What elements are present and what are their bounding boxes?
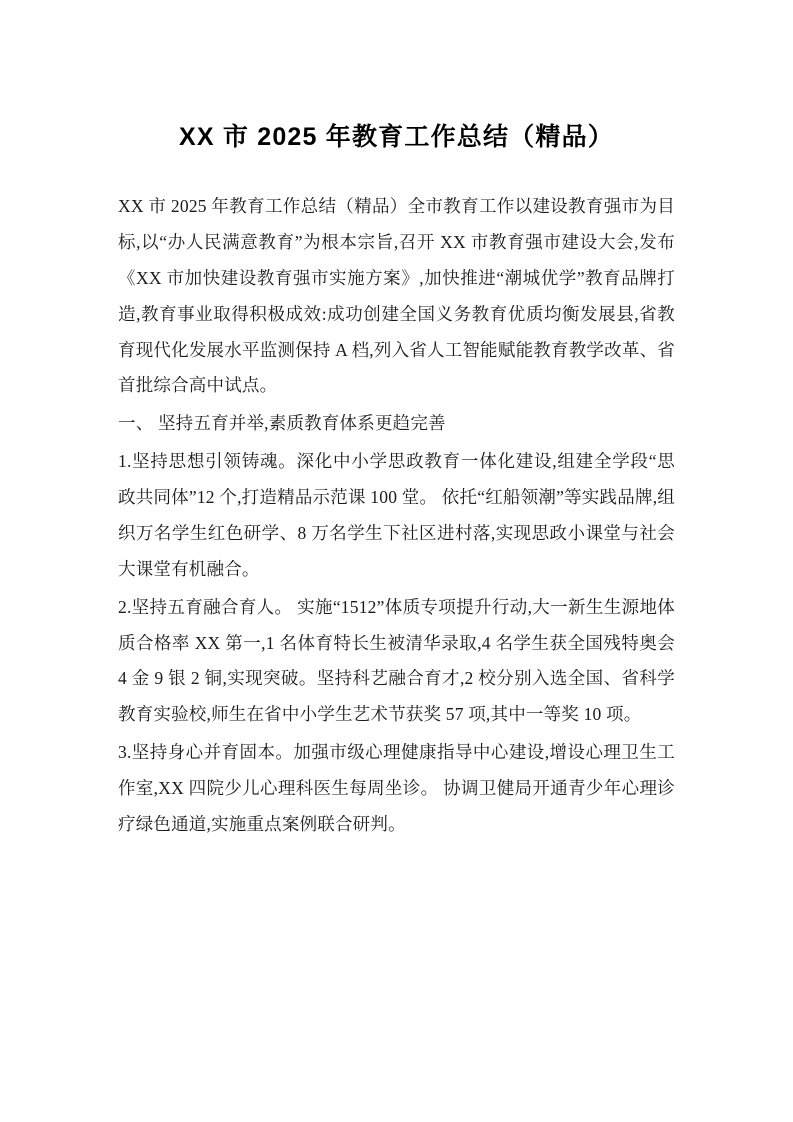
paragraph-item-2: 2.坚持五育融合育人。 实施“1512”体质专项提升行动,大一新生生源地体质合格率 XX 第一,1 名体育特长生被清华录取,4 名学生获全国残特奥会 4 金 9 银 2 铜,实现突破。坚持科艺融合育才,2 校分别入选全国、省科学教育实验校,师生在省中小学生艺术节获奖 57 项,其中一等奖 10 项。 — [118, 596, 675, 725]
section-heading-1: 一、 坚持五育并举,素质教育体系更趋完善 — [118, 413, 446, 434]
page-title: XX 市 2025 年教育工作总结（精品） — [178, 123, 614, 151]
paragraph-item-1: 1.坚持思想引领铸魂。深化中小学思政教育一体化建设,组建全学段“思政共同体”12 个,打造精品示范课 100 堂。 依托“红船领潮”等实践品牌,组织万名学生红色研学、8 万名学生下社区进村落,实现思政小课堂与社会大课堂有机融合。 — [118, 451, 675, 579]
paragraph-item-3: 3.坚持身心并育固本。加强市级心理健康指导中心建设,增设心理卫生工作室,XX 四院少儿心理科医生每周坐诊。 协调卫健局开通青少年心理诊疗绿色通道,实施重点案例联合研判。 — [118, 742, 675, 834]
paragraph-intro: XX 市 2025 年教育工作总结（精品）全市教育工作以建设教育强市为目标,以“办人民满意教育”为根本宗旨,召开 XX 市教育强市建设大会,发布《XX 市加快建设教育强市实施方案》,加快推进“潮城优学”教育品牌打造,教育事业取得积极成效:成功创建全国义务教育优质均衡发展县,省教育现代化发展水平监测保持 A 档,列入省人工智能赋能教育教学改革、省首批综合高中试点。 — [118, 196, 675, 396]
document-body — [118, 189, 675, 843]
